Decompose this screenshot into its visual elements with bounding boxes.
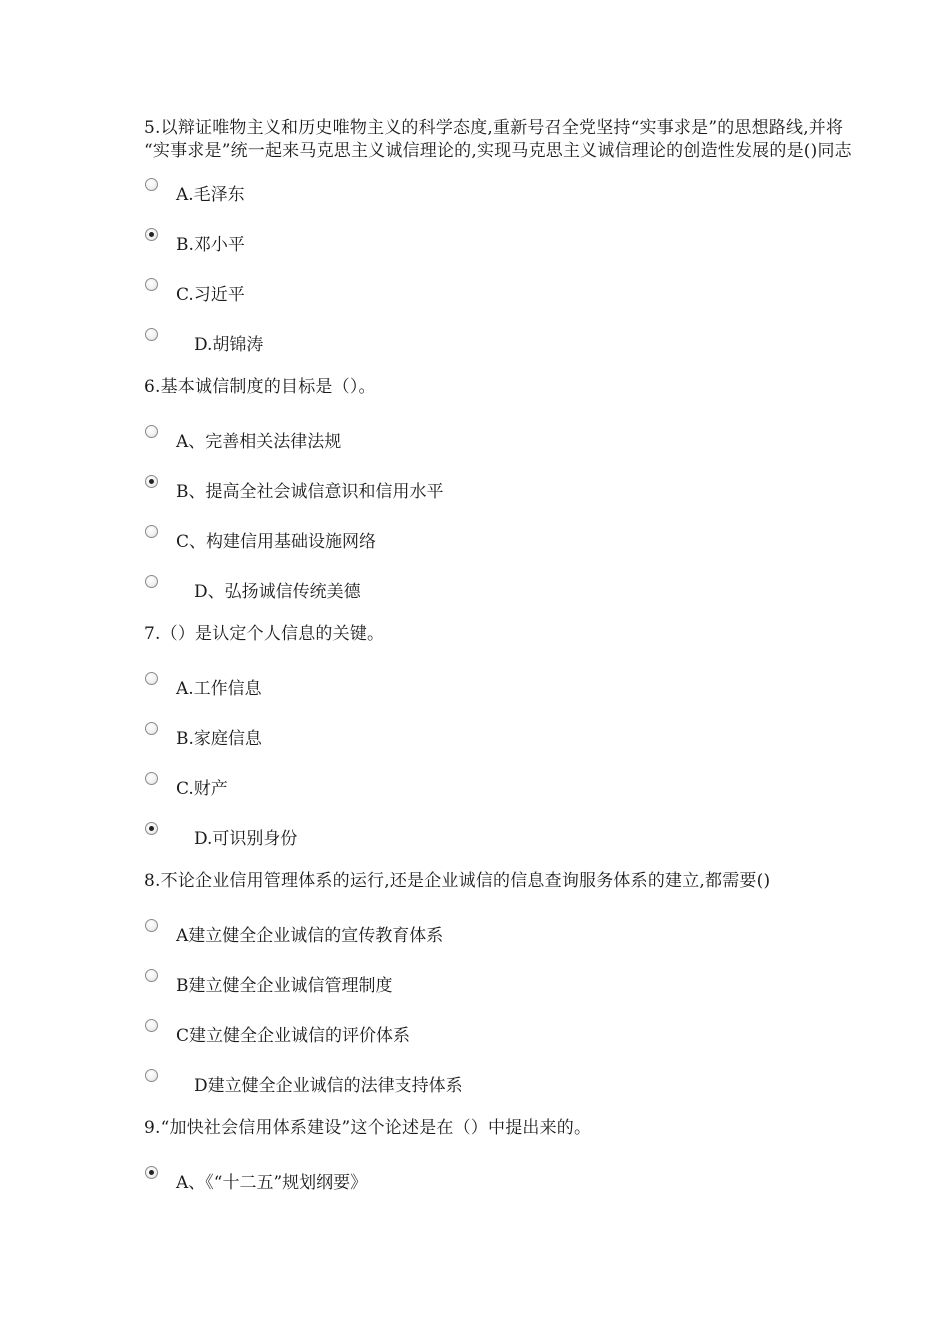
option-label: B、提高全社会诚信意识和信用水平 bbox=[176, 482, 444, 502]
question-5-option-d[interactable] bbox=[145, 328, 845, 354]
radio-button[interactable] bbox=[145, 278, 158, 291]
question-8-option-c[interactable] bbox=[145, 1019, 845, 1045]
question-6-option-d[interactable] bbox=[145, 575, 845, 601]
question-8-option-b[interactable] bbox=[145, 969, 845, 995]
radio-button[interactable] bbox=[145, 575, 158, 588]
option-label: A、《“十二五”规划纲要》 bbox=[176, 1173, 368, 1193]
option-label: D.可识别身份 bbox=[194, 829, 298, 849]
question-8-text: 8.不论企业信用管理体系的运行,还是企业诚信的信息查询服务体系的建立,都需要() bbox=[144, 871, 771, 891]
radio-dot-icon bbox=[149, 479, 154, 484]
question-9-option-a[interactable] bbox=[145, 1166, 845, 1192]
question-5-option-c[interactable] bbox=[145, 278, 845, 304]
option-label: D.胡锦涛 bbox=[194, 335, 264, 355]
radio-button[interactable] bbox=[145, 672, 158, 685]
radio-button[interactable] bbox=[145, 772, 158, 785]
option-label: B.家庭信息 bbox=[176, 729, 262, 749]
question-7-option-b[interactable] bbox=[145, 722, 845, 748]
option-label: A.工作信息 bbox=[176, 679, 262, 699]
option-label: D、弘扬诚信传统美德 bbox=[194, 582, 361, 602]
question-5-text-line-2: “实事求是”统一起来马克思主义诚信理论的,实现马克思主义诚信理论的创造性发展的是()同志 bbox=[144, 141, 852, 161]
radio-button[interactable] bbox=[145, 425, 158, 438]
radio-button[interactable] bbox=[145, 178, 158, 191]
radio-button[interactable] bbox=[145, 822, 158, 835]
question-6-option-a[interactable] bbox=[145, 425, 845, 451]
option-label: D建立健全企业诚信的法律支持体系 bbox=[194, 1076, 463, 1096]
radio-button[interactable] bbox=[145, 328, 158, 341]
option-label: A.毛泽东 bbox=[176, 185, 245, 205]
question-7-option-c[interactable] bbox=[145, 772, 845, 798]
radio-button[interactable] bbox=[145, 1166, 158, 1179]
question-5-option-a[interactable] bbox=[145, 178, 845, 204]
radio-dot-icon bbox=[149, 826, 154, 831]
radio-button[interactable] bbox=[145, 475, 158, 488]
radio-button[interactable] bbox=[145, 1019, 158, 1032]
radio-dot-icon bbox=[149, 232, 154, 237]
question-5-option-b[interactable] bbox=[145, 228, 845, 254]
radio-button[interactable] bbox=[145, 228, 158, 241]
question-6-option-c[interactable] bbox=[145, 525, 845, 551]
question-7-option-d[interactable] bbox=[145, 822, 845, 848]
radio-button[interactable] bbox=[145, 919, 158, 932]
question-9-text: 9.“加快社会信用体系建设”这个论述是在（）中提出来的。 bbox=[144, 1118, 592, 1138]
option-label: C.财产 bbox=[176, 779, 228, 799]
option-label: B.邓小平 bbox=[176, 235, 245, 255]
radio-button[interactable] bbox=[145, 525, 158, 538]
option-label: A、完善相关法律法规 bbox=[176, 432, 342, 452]
question-8-option-a[interactable] bbox=[145, 919, 845, 945]
question-7-option-a[interactable] bbox=[145, 672, 845, 698]
radio-button[interactable] bbox=[145, 1069, 158, 1082]
question-5-text-line-1: 5.以辩证唯物主义和历史唯物主义的科学态度,重新号召全党坚持“实事求是”的思想路线,并将 bbox=[144, 118, 844, 138]
radio-dot-icon bbox=[149, 1170, 154, 1175]
question-7-text: 7.（）是认定个人信息的关键。 bbox=[144, 624, 385, 644]
option-label: C、构建信用基础设施网络 bbox=[176, 532, 377, 552]
radio-button[interactable] bbox=[145, 722, 158, 735]
question-6-option-b[interactable] bbox=[145, 475, 845, 501]
option-label: C.习近平 bbox=[176, 285, 245, 305]
option-label: C建立健全企业诚信的评价体系 bbox=[176, 1026, 411, 1046]
option-label: A建立健全企业诚信的宣传教育体系 bbox=[176, 926, 444, 946]
question-6-text: 6.基本诚信制度的目标是（）。 bbox=[144, 377, 376, 397]
option-label: B建立健全企业诚信管理制度 bbox=[176, 976, 393, 996]
question-8-option-d[interactable] bbox=[145, 1069, 845, 1095]
radio-button[interactable] bbox=[145, 969, 158, 982]
